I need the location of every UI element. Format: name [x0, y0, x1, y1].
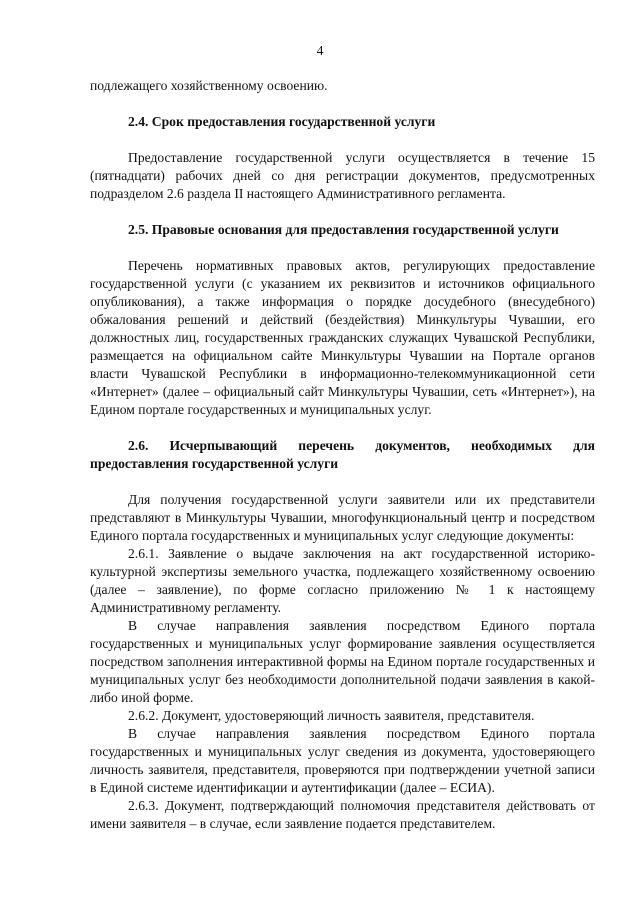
section-2-6-paragraph-5: В случае направления заявления посредством Единого портала государственных и муниципальных услуг сведения из документа, удостоверяющего личность заявителя, представителя, проверяются при подтверждении учетной записи в Единой системе идентификации и аутентификации (далее – ЕСИА).: [90, 726, 595, 795]
section-2-6-paragraph-3: В случае направления заявления посредством Единого портала государственных и муниципальных услуг формирование заявления осуществляется посредством заполнения интерактивной формы на Едином портале государственных и муниципальных услуг без необходимости дополнительной подачи заявления в какой-либо иной форме.: [90, 618, 595, 705]
intro-tail-paragraph: подлежащего хозяйственному освоению.: [90, 78, 328, 93]
section-2-6-heading: 2.6. Исчерпывающий перечень документов, необходимых для предоставления государственной услуги: [90, 438, 595, 471]
section-2-4-heading: 2.4. Срок предоставления государственной услуги: [128, 114, 436, 129]
section-2-6-paragraph-6: 2.6.3. Документ, подтверждающий полномочия представителя действовать от имени заявителя – в случае, если заявление подается представителем.: [90, 798, 595, 831]
document-body: [90, 77, 595, 833]
section-2-6-paragraph-1: Для получения государственной услуги заявители или их представители представляют в Минкультуры Чувашии, многофункциональный центр и посредством Единого портала государственных и муниципальных услуг следующие документы:: [90, 492, 595, 543]
section-2-4-paragraph: Предоставление государственной услуги осуществляется в течение 15 (пятнадцати) рабочих дней со дня регистрации документов, предусмотренных подразделом 2.6 раздела II настоящего Административного регламента.: [90, 150, 595, 201]
section-2-6-paragraph-4: 2.6.2. Документ, удостоверяющий личность заявителя, представителя.: [128, 708, 535, 723]
page-number: 4: [316, 43, 324, 58]
section-2-6-paragraph-2: 2.6.1. Заявление о выдаче заключения на акт государственной историко-культурной экспертизы земельного участка, подлежащего хозяйственному освоению (далее – заявление), по форме согласно приложению № 1 к настоящему Административному регламенту.: [90, 546, 595, 615]
section-2-5-paragraph: Перечень нормативных правовых актов, регулирующих предоставление государственной услуги (с указанием их реквизитов и источников официального опубликования), а также информация о порядке досудебного (внесудебного) обжалования решений и действий (бездействия) Минкультуры Чувашии, его должностных лиц, государственных гражданских служащих Чувашской Республики, размещается на официальном сайте Минкультуры Чувашии на Портале органов власти Чувашской Республики в информационно-телекоммуникационной сети «Интернет» (далее – официальный сайт Минкультуры Чувашии, сеть «Интернет»), на Едином портале государственных и муниципальных услуг.: [90, 258, 595, 417]
section-2-5-heading: 2.5. Правовые основания для предоставления государственной услуги: [128, 222, 559, 237]
